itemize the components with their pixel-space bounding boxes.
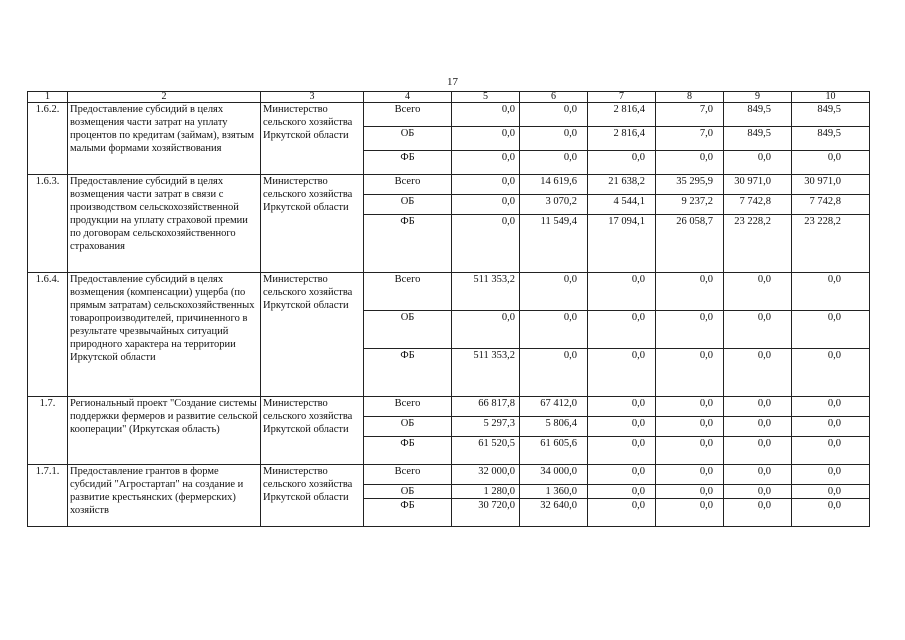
row-executor: Министерство сельского хозяйства Иркутской области <box>261 397 364 465</box>
value-cell: 5 806,4 <box>520 417 588 437</box>
value-cell: 0,0 <box>588 417 656 437</box>
value-cell: 0,0 <box>588 437 656 465</box>
value-cell: 0,0 <box>452 175 520 195</box>
value-cell: 0,0 <box>520 311 588 349</box>
table-row <box>28 273 870 311</box>
value-cell: 0,0 <box>724 499 792 527</box>
value-cell: 17 094,1 <box>588 215 656 273</box>
value-cell: 0,0 <box>792 499 870 527</box>
value-cell: 0,0 <box>724 273 792 311</box>
value-cell: 0,0 <box>520 273 588 311</box>
value-cell: 23 228,2 <box>792 215 870 273</box>
value-cell: 0,0 <box>724 311 792 349</box>
value-cell: 0,0 <box>656 151 724 175</box>
value-cell: 0,0 <box>452 103 520 127</box>
value-cell: 61 520,5 <box>452 437 520 465</box>
funding-source: ОБ <box>364 417 452 437</box>
row-name: Предоставление субсидий в целях возмещения части затрат на уплату процентов по кредитам (займам), взятым малыми формами хозяйствования <box>68 103 261 175</box>
value-cell: 11 549,4 <box>520 215 588 273</box>
value-cell: 9 237,2 <box>656 195 724 215</box>
table-row <box>28 175 870 195</box>
value-cell: 4 544,1 <box>588 195 656 215</box>
funding-source: ФБ <box>364 349 452 397</box>
funding-source: ОБ <box>364 485 452 499</box>
value-cell: 30 971,0 <box>724 175 792 195</box>
column-header-9: 9 <box>724 92 792 103</box>
funding-source: ФБ <box>364 499 452 527</box>
value-cell: 0,0 <box>792 151 870 175</box>
value-cell: 7,0 <box>656 127 724 151</box>
value-cell: 0,0 <box>792 437 870 465</box>
value-cell: 0,0 <box>724 151 792 175</box>
value-cell: 0,0 <box>588 465 656 485</box>
value-cell: 511 353,2 <box>452 349 520 397</box>
value-cell: 7,0 <box>656 103 724 127</box>
column-header-4: 4 <box>364 92 452 103</box>
funding-source: Всего <box>364 397 452 417</box>
value-cell: 0,0 <box>588 397 656 417</box>
value-cell: 30 720,0 <box>452 499 520 527</box>
column-header-5: 5 <box>452 92 520 103</box>
row-number: 1.6.4. <box>28 273 68 397</box>
funding-source: Всего <box>364 175 452 195</box>
value-cell: 0,0 <box>792 273 870 311</box>
value-cell: 14 619,6 <box>520 175 588 195</box>
row-executor: Министерство сельского хозяйства Иркутской области <box>261 103 364 175</box>
budget-table <box>27 91 870 527</box>
value-cell: 3 070,2 <box>520 195 588 215</box>
row-name: Региональный проект "Создание системы поддержки фермеров и развитие сельской кооперации" (Иркутская область) <box>68 397 261 465</box>
value-cell: 2 816,4 <box>588 127 656 151</box>
value-cell: 0,0 <box>588 349 656 397</box>
value-cell: 0,0 <box>588 151 656 175</box>
row-number: 1.6.3. <box>28 175 68 273</box>
value-cell: 0,0 <box>792 417 870 437</box>
value-cell: 0,0 <box>520 151 588 175</box>
value-cell: 849,5 <box>792 103 870 127</box>
value-cell: 0,0 <box>656 465 724 485</box>
value-cell: 32 000,0 <box>452 465 520 485</box>
funding-source: ФБ <box>364 437 452 465</box>
value-cell: 35 295,9 <box>656 175 724 195</box>
value-cell: 26 058,7 <box>656 215 724 273</box>
value-cell: 0,0 <box>656 397 724 417</box>
value-cell: 0,0 <box>588 311 656 349</box>
value-cell: 0,0 <box>724 465 792 485</box>
value-cell: 21 638,2 <box>588 175 656 195</box>
value-cell: 0,0 <box>520 349 588 397</box>
funding-source: ФБ <box>364 215 452 273</box>
value-cell: 0,0 <box>656 311 724 349</box>
value-cell: 849,5 <box>724 103 792 127</box>
column-header-8: 8 <box>656 92 724 103</box>
column-header-7: 7 <box>588 92 656 103</box>
column-header-6: 6 <box>520 92 588 103</box>
value-cell: 849,5 <box>792 127 870 151</box>
value-cell: 0,0 <box>792 397 870 417</box>
value-cell: 0,0 <box>724 349 792 397</box>
row-executor: Министерство сельского хозяйства Иркутской области <box>261 273 364 397</box>
funding-source: Всего <box>364 273 452 311</box>
value-cell: 0,0 <box>588 499 656 527</box>
value-cell: 0,0 <box>792 465 870 485</box>
funding-source: Всего <box>364 465 452 485</box>
header-row <box>28 92 870 103</box>
value-cell: 1 280,0 <box>452 485 520 499</box>
column-header-3: 3 <box>261 92 364 103</box>
value-cell: 34 000,0 <box>520 465 588 485</box>
row-number: 1.7.1. <box>28 465 68 527</box>
value-cell: 30 971,0 <box>792 175 870 195</box>
row-executor: Министерство сельского хозяйства Иркутской области <box>261 465 364 527</box>
value-cell: 2 816,4 <box>588 103 656 127</box>
value-cell: 7 742,8 <box>724 195 792 215</box>
row-executor: Министерство сельского хозяйства Иркутской области <box>261 175 364 273</box>
value-cell: 0,0 <box>724 417 792 437</box>
value-cell: 7 742,8 <box>792 195 870 215</box>
value-cell: 66 817,8 <box>452 397 520 417</box>
value-cell: 67 412,0 <box>520 397 588 417</box>
funding-source: ФБ <box>364 151 452 175</box>
value-cell: 5 297,3 <box>452 417 520 437</box>
value-cell: 0,0 <box>452 127 520 151</box>
column-header-1: 1 <box>28 92 68 103</box>
row-name: Предоставление грантов в форме субсидий "Агростартап" на создание и развитие крестьянских (фермерских) хозяйств <box>68 465 261 527</box>
value-cell: 0,0 <box>724 437 792 465</box>
row-number: 1.6.2. <box>28 103 68 175</box>
value-cell: 1 360,0 <box>520 485 588 499</box>
value-cell: 0,0 <box>724 397 792 417</box>
row-name: Предоставление субсидий в целях возмещения части затрат в связи с производством сельскохозяйственной продукции на уплату страховой премии по договорам сельскохозяйственного страхования <box>68 175 261 273</box>
value-cell: 32 640,0 <box>520 499 588 527</box>
row-name: Предоставление субсидий в целях возмещения (компенсации) ущерба (по прямым затратам) сельскохозяйственных товаропроизводителей, причиненного в результате чрезвычайных ситуаций природного характера на территории Иркутской области <box>68 273 261 397</box>
value-cell: 0,0 <box>656 349 724 397</box>
value-cell: 0,0 <box>656 485 724 499</box>
value-cell: 0,0 <box>520 127 588 151</box>
value-cell: 0,0 <box>656 437 724 465</box>
funding-source: ОБ <box>364 127 452 151</box>
value-cell: 849,5 <box>724 127 792 151</box>
column-header-10: 10 <box>792 92 870 103</box>
value-cell: 0,0 <box>792 349 870 397</box>
value-cell: 23 228,2 <box>724 215 792 273</box>
value-cell: 0,0 <box>588 485 656 499</box>
value-cell: 0,0 <box>452 311 520 349</box>
value-cell: 0,0 <box>588 273 656 311</box>
value-cell: 0,0 <box>452 151 520 175</box>
value-cell: 0,0 <box>656 499 724 527</box>
row-number: 1.7. <box>28 397 68 465</box>
value-cell: 0,0 <box>724 485 792 499</box>
table-row <box>28 397 870 417</box>
value-cell: 0,0 <box>520 103 588 127</box>
funding-source: ОБ <box>364 311 452 349</box>
value-cell: 0,0 <box>452 195 520 215</box>
value-cell: 61 605,6 <box>520 437 588 465</box>
value-cell: 0,0 <box>656 273 724 311</box>
funding-source: ОБ <box>364 195 452 215</box>
page-number: 17 <box>447 76 458 88</box>
value-cell: 0,0 <box>792 311 870 349</box>
funding-source: Всего <box>364 103 452 127</box>
value-cell: 0,0 <box>792 485 870 499</box>
table-row <box>28 103 870 127</box>
column-header-2: 2 <box>68 92 261 103</box>
value-cell: 0,0 <box>452 215 520 273</box>
value-cell: 0,0 <box>656 417 724 437</box>
table-row <box>28 465 870 485</box>
value-cell: 511 353,2 <box>452 273 520 311</box>
